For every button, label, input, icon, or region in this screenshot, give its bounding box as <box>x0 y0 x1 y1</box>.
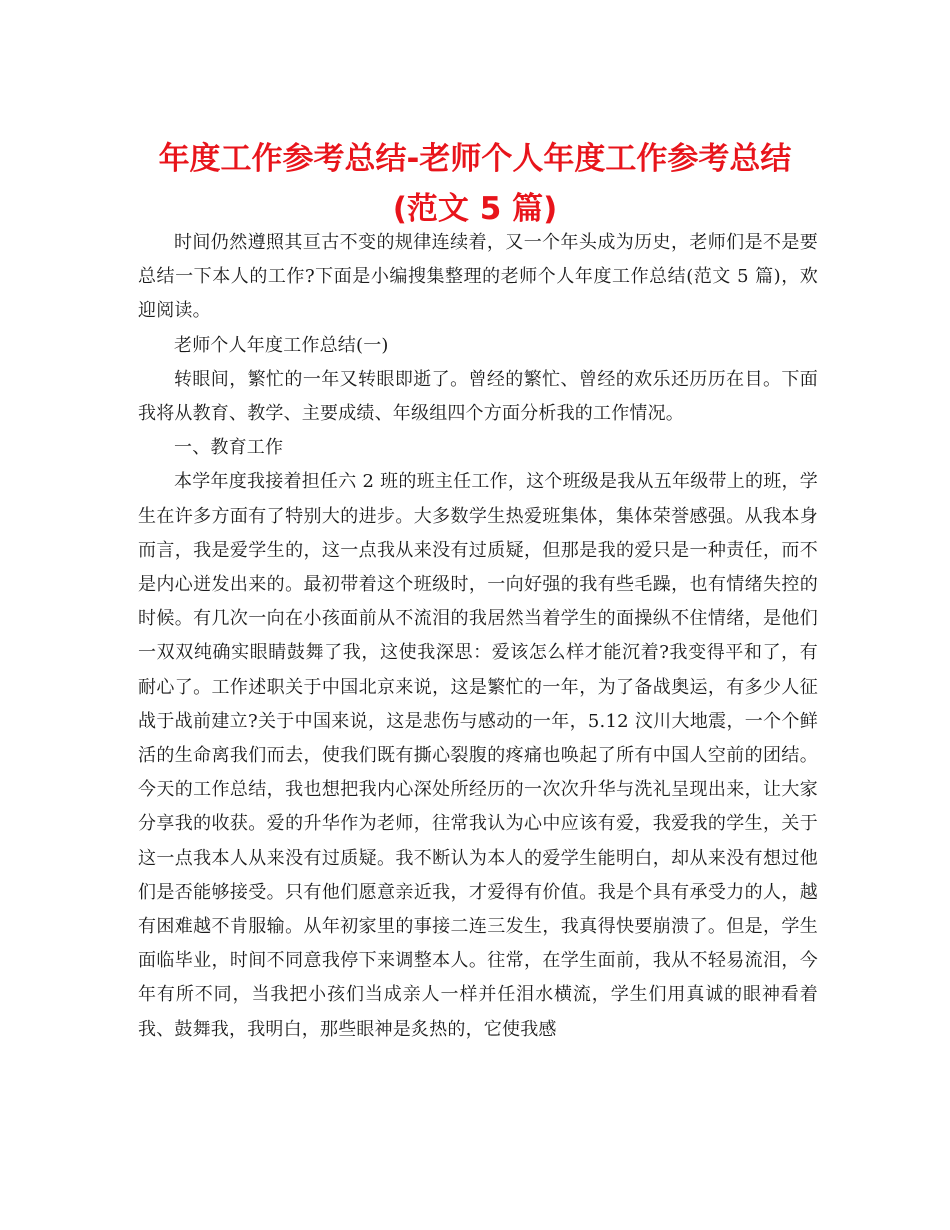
document-title-line2: (范文 5 篇) <box>392 191 558 227</box>
section-heading-education: 一、教育工作 <box>174 437 284 459</box>
document-title-line1: 年度工作参考总结-老师个人年度工作参考总结 <box>158 141 792 177</box>
section-heading-summary-1: 老师个人年度工作总结(一) <box>174 334 389 356</box>
body-paragraph: 本学年度我接着担任六 2 班的班主任工作，这个班级是我从五年级带上的班，学生在许多方面有了特别大的进步。大多数学生热爱班集体，集体荣誉感强。从我本身而言，我是爱学生的，这一点我从来没有过质疑，但那是我的爱只是一种责任，而不是内心迸发出来的。最初带着这个班级时，一向好强的我有些毛躁，也有情绪失控的时候。有几次一向在小孩面前从不流泪的我居然当着学生的面操纵不住情绪，是他们一双双纯确实眼睛鼓舞了我，这使我深思：爱该怎么样才能沉着?我变得平和了，有耐心了。工作述职关于中国北京来说，这是繁忙的一年，为了备战奥运，有多少人征战于战前建立?关于中国来说，这是悲伤与感动的一年，5.12 汶川大地震，一个个鲜活的生命离我们而去，使我们既有撕心裂腹的疼痛也唤起了所有中国人空前的团结。今天的工作总结，我也想把我内心深处所经历的一次次升华与洗礼呈现出来，让大家分享我的收获。爱的升华作为老师，往常我认为心中应该有爱，我爱我的学生，关于这一点我本人从来没有过质疑。我不断认为本人的爱学生能明白，却从来没有想过他们是否能够接受。只有他们愿意亲近我，才爱得有价值。我是个具有承受力的人，越有困难越不肯服输。从年初家里的事接二连三发生，我真得快要崩溃了。但是，学生面临毕业，时间不同意我停下来调整本人。往常，在学生面前，我从不轻易流泪，今年有所不同，当我把小孩们当成亲人一样并任泪水横流，学生们用真诚的眼神看着我、鼓舞我，我明白，那些眼神是炙热的，它使我感 <box>138 471 818 1040</box>
body-paragraph: 转眼间，繁忙的一年又转眼即逝了。曾经的繁忙、曾经的欢乐还历历在目。下面我将从教育、教学、主要成绩、年级组四个方面分析我的工作情况。 <box>138 368 818 425</box>
document-body <box>138 226 818 1047</box>
intro-paragraph: 时间仍然遵照其亘古不变的规律连续着，又一个年头成为历史，老师们是不是要总结一下本人的工作?下面是小编搜集整理的老师个人年度工作总结(范文 5 篇)，欢迎阅读。 <box>138 232 818 322</box>
